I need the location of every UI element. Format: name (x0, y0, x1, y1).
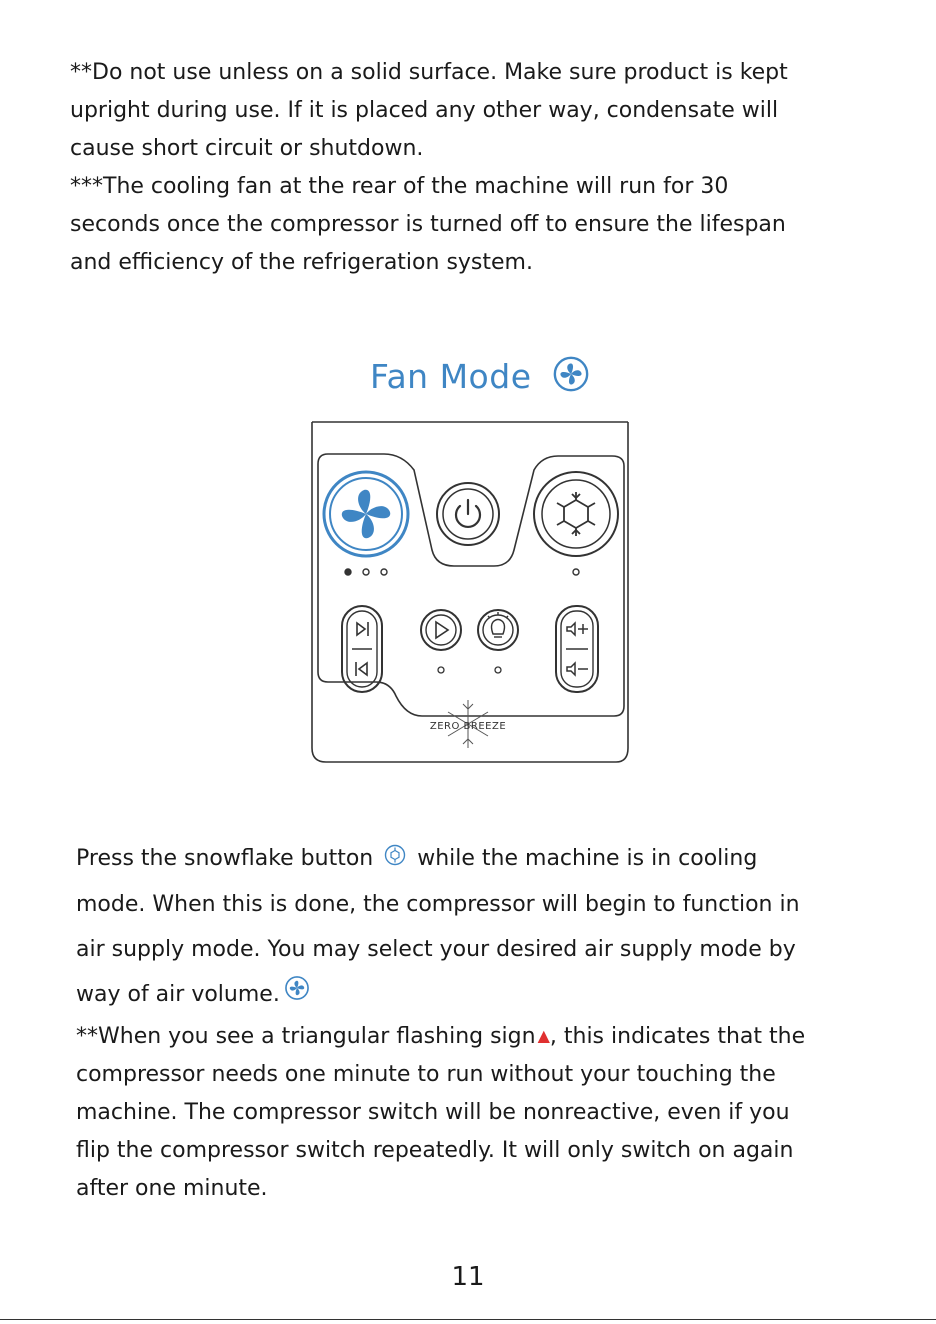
snowflake-icon (384, 837, 406, 882)
body-line: mode. When this is done, the compressor will begin to function in (76, 891, 800, 917)
intro-line: **Do not use unless on a solid surface. Make sure product is kept (70, 60, 788, 85)
body-text (76, 836, 876, 1208)
warning-triangle-icon: ▲ (537, 1026, 550, 1045)
bottom-divider (0, 1319, 936, 1320)
body-line: after one minute. (76, 1176, 268, 1201)
volume-button-group (556, 606, 598, 692)
body-line: flip the compressor switch repeatedly. It will only switch on again (76, 1138, 794, 1163)
volume-up-icon (567, 623, 588, 635)
section-heading (370, 348, 590, 404)
fan-button (324, 472, 408, 556)
fan-icon (552, 355, 590, 397)
bulb-icon (488, 612, 508, 637)
snowflake-icon (557, 492, 595, 536)
intro-paragraph (70, 54, 882, 282)
body-line (76, 1017, 876, 1056)
fan-icon (284, 972, 310, 1017)
body-text-span: **When you see a triangular flashing sign (76, 1024, 536, 1049)
page-number: 11 (451, 1262, 485, 1292)
play-icon (436, 622, 448, 638)
fan-indicator-dots (345, 569, 579, 575)
track-button-group (342, 606, 382, 692)
intro-line: seconds once the compressor is turned off to ensure the lifespan (70, 212, 786, 237)
intro-line: ***The cooling fan at the rear of the machine will run for 30 (70, 174, 729, 199)
light-button (478, 610, 518, 673)
control-panel-illustration (310, 420, 632, 768)
brand-logo (430, 700, 506, 748)
brand-logo-text: ZERO BREEZE (429, 721, 507, 732)
body-line (76, 972, 876, 1018)
snowflake-button (534, 472, 618, 556)
track-next-icon (357, 622, 368, 636)
power-button (437, 483, 499, 545)
body-line: air supply mode. You may select your desired air supply mode by (76, 936, 796, 962)
intro-line: upright during use. If it is placed any other way, condensate will (70, 98, 779, 123)
body-line (76, 836, 876, 882)
play-button (421, 610, 461, 673)
section-title: Fan Mode (370, 356, 532, 396)
body-line: compressor needs one minute to run without your touching the (76, 1062, 776, 1087)
intro-line: cause short circuit or shutdown. (70, 136, 424, 161)
body-text-span: way of air volume. (76, 981, 280, 1007)
body-text-span: , this indicates that the (549, 1024, 806, 1049)
track-prev-icon (356, 662, 367, 676)
volume-down-icon (567, 663, 588, 675)
body-text-span: while the machine is in cooling (410, 846, 758, 871)
body-text-span: Press the snowflake button (76, 846, 381, 871)
fan-icon (342, 490, 390, 538)
intro-line: and efficiency of the refrigeration system. (70, 250, 533, 275)
body-line: machine. The compressor switch will be nonreactive, even if you (76, 1100, 790, 1125)
power-icon (456, 500, 480, 527)
